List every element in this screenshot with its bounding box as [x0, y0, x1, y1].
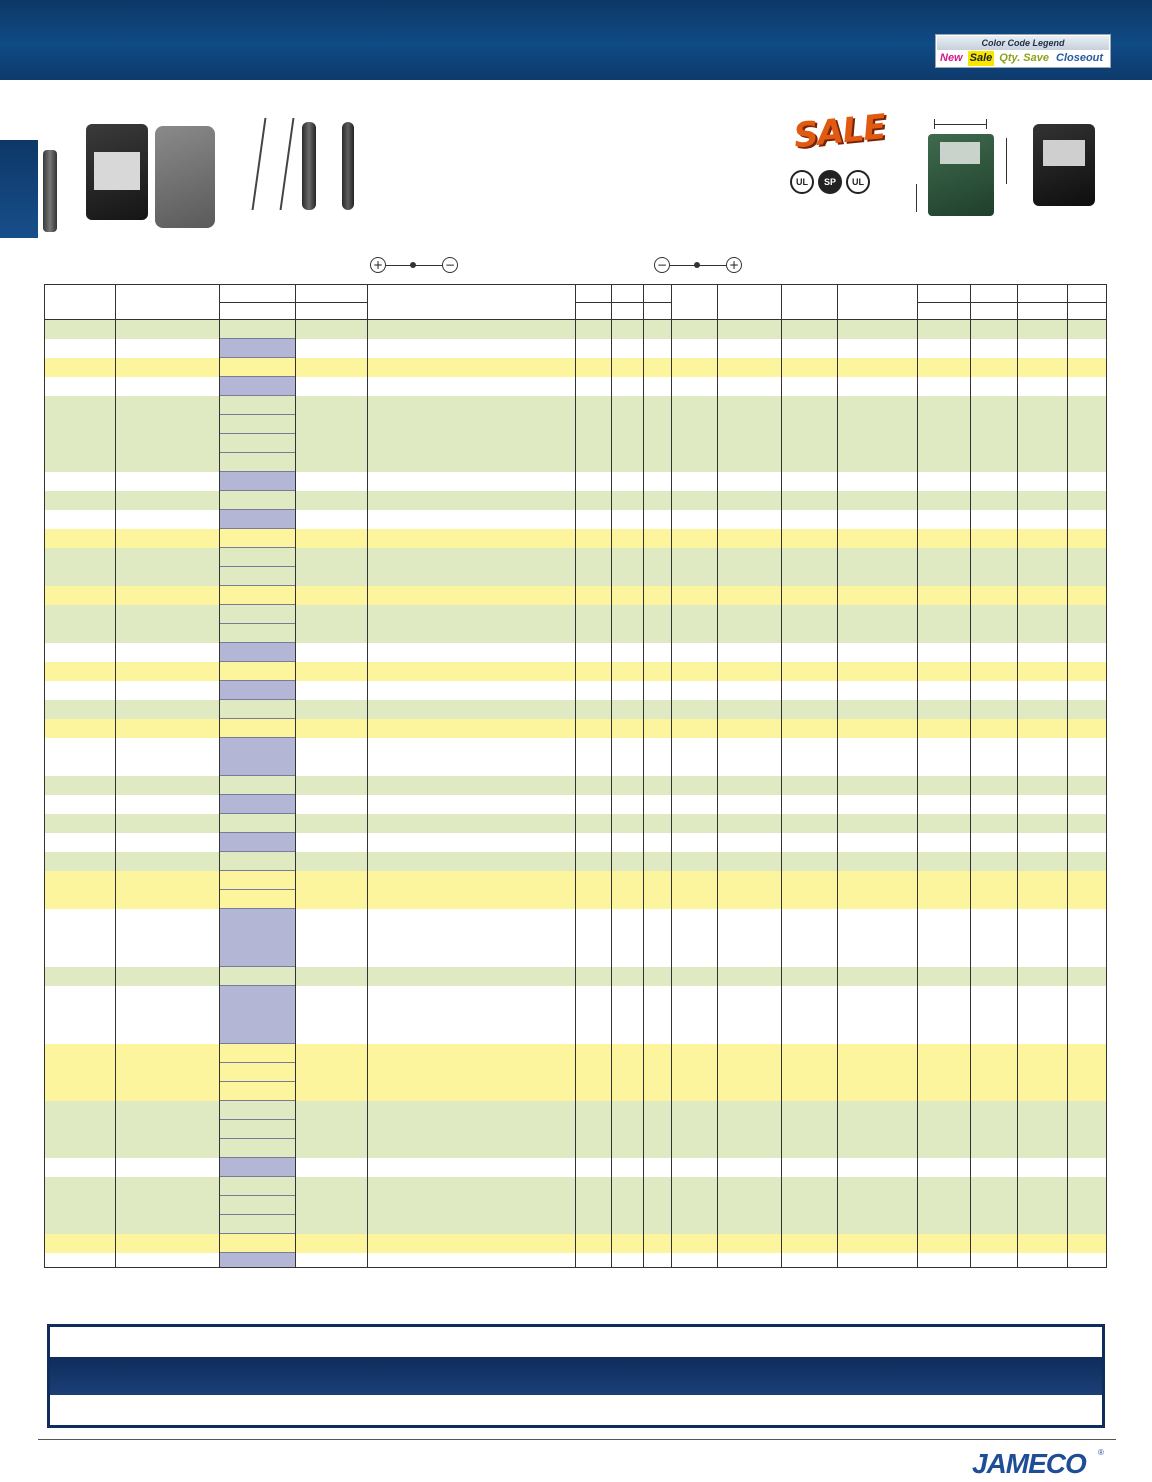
minus-icon: −: [654, 257, 670, 273]
table-row: [45, 852, 1107, 871]
table-row: [45, 529, 1107, 548]
barrel-plug-image: [43, 150, 57, 232]
dimension-mark-right: [1006, 138, 1007, 184]
plus-icon: +: [370, 257, 386, 273]
table-row: [45, 738, 1107, 776]
part-number-cell-highlight: [219, 909, 295, 967]
table-row: [45, 719, 1107, 738]
table-row: [45, 434, 1107, 453]
csa-mark-icon: SP: [818, 170, 842, 194]
product-table: [44, 284, 1107, 1268]
part-number-cell-highlight: [219, 472, 295, 491]
table-row: [45, 681, 1107, 700]
table-row: [45, 415, 1107, 434]
black-adapter-image: [1033, 124, 1095, 206]
legend-closeout: Closeout: [1056, 52, 1104, 64]
legend-new: New: [940, 52, 963, 64]
table-row: [45, 491, 1107, 510]
table-row: [45, 643, 1107, 662]
table-row: [45, 339, 1107, 358]
part-number-cell-highlight: [219, 833, 295, 852]
adapter-label: [940, 142, 980, 164]
column-divider: [1017, 285, 1018, 1267]
header-subdivider: [219, 302, 367, 303]
table-row: [45, 1044, 1107, 1063]
column-divider: [219, 285, 220, 1267]
jameco-logo: JAMECO: [972, 1448, 1086, 1479]
polarity-dot: [410, 262, 416, 268]
part-number-cell-highlight: [219, 339, 295, 358]
dimension-mark-top-end-a: [934, 119, 935, 129]
registered-mark: ®: [1098, 1448, 1104, 1457]
table-row: [45, 833, 1107, 852]
part-number-cell-highlight: [219, 681, 295, 700]
side-tab: [0, 140, 38, 238]
polarity-diagram-center-negative: [654, 257, 744, 275]
green-adapter-image: [928, 134, 994, 216]
table-row: [45, 967, 1107, 986]
table-row: [45, 396, 1107, 415]
column-divider: [367, 285, 368, 1267]
table-row: [45, 1063, 1107, 1082]
sale-graphic: SALE: [791, 106, 888, 157]
table-row: [45, 510, 1107, 529]
part-number-cell-highlight: [219, 738, 295, 776]
dimension-mark-left: [916, 184, 917, 212]
column-divider: [115, 285, 116, 1267]
minus-icon: −: [442, 257, 458, 273]
dimension-mark-top: [934, 124, 986, 125]
table-row: [45, 662, 1107, 681]
column-divider: [575, 285, 576, 1267]
table-row: [45, 776, 1107, 795]
wall-adapter-image: [86, 124, 148, 220]
column-divider: [643, 285, 644, 1267]
table-row: [45, 1101, 1107, 1120]
table-row: [45, 1196, 1107, 1215]
table-row: [45, 986, 1107, 1044]
table-row: [45, 320, 1107, 339]
column-divider: [917, 285, 918, 1267]
table-row: [45, 814, 1107, 833]
column-divider: [611, 285, 612, 1267]
table-row: [45, 871, 1107, 890]
part-number-cell-highlight: [219, 643, 295, 662]
bottom-info-box: [47, 1324, 1105, 1428]
table-row: [45, 795, 1107, 814]
mini-plug-image: [342, 122, 354, 210]
table-row: [45, 586, 1107, 605]
part-number-cell-highlight: [219, 510, 295, 529]
adapter-label: [94, 152, 140, 190]
part-number-cell-highlight: [219, 377, 295, 396]
table-row: [45, 700, 1107, 719]
table-row: [45, 1158, 1107, 1177]
table-row: [45, 1234, 1107, 1253]
ul-mark-icon: UL: [846, 170, 870, 194]
legend-sale: Sale: [969, 52, 993, 64]
table-row: [45, 909, 1107, 967]
certification-marks: [790, 170, 870, 194]
table-row: [45, 377, 1107, 396]
part-number-cell-highlight: [219, 1158, 295, 1177]
table-row: [45, 1082, 1107, 1101]
barrel-connector-image: [302, 122, 316, 210]
table-row: [45, 1177, 1107, 1196]
gray-adapter-image: [155, 126, 215, 228]
adapter-label: [1043, 140, 1085, 166]
table-row: [45, 1253, 1107, 1268]
table-row: [45, 453, 1107, 472]
column-divider: [671, 285, 672, 1267]
legend-qty-save: Qty. Save: [999, 52, 1049, 64]
ul-mark-icon: UL: [790, 170, 814, 194]
table-header: [45, 285, 1107, 320]
table-row: [45, 624, 1107, 643]
bottom-info-band: [50, 1357, 1102, 1395]
table-row: [45, 1215, 1107, 1234]
header-subdivider: [575, 302, 671, 303]
column-divider: [837, 285, 838, 1267]
part-number-cell-highlight: [219, 986, 295, 1044]
column-divider: [781, 285, 782, 1267]
plus-icon: +: [726, 257, 742, 273]
polarity-diagram-center-positive: [370, 257, 460, 275]
part-number-cell-highlight: [219, 1253, 295, 1268]
legend-items: [938, 51, 1105, 66]
table-row: [45, 1139, 1107, 1158]
table-row: [45, 567, 1107, 586]
table-row: [45, 890, 1107, 909]
column-divider: [970, 285, 971, 1267]
header-subdivider: [917, 302, 1107, 303]
table-row: [45, 1120, 1107, 1139]
table-row: [45, 358, 1107, 377]
dimension-mark-top-end-b: [986, 119, 987, 129]
table-row: [45, 548, 1107, 567]
tinned-wires-image: [252, 118, 295, 210]
footer-rule: [38, 1439, 1116, 1440]
column-divider: [295, 285, 296, 1267]
column-divider: [717, 285, 718, 1267]
column-divider: [1067, 285, 1068, 1267]
color-code-legend: [935, 34, 1111, 68]
part-number-cell-highlight: [219, 795, 295, 814]
table-row: [45, 472, 1107, 491]
polarity-dot: [694, 262, 700, 268]
legend-title: Color Code Legend: [937, 36, 1109, 50]
table-row: [45, 605, 1107, 624]
